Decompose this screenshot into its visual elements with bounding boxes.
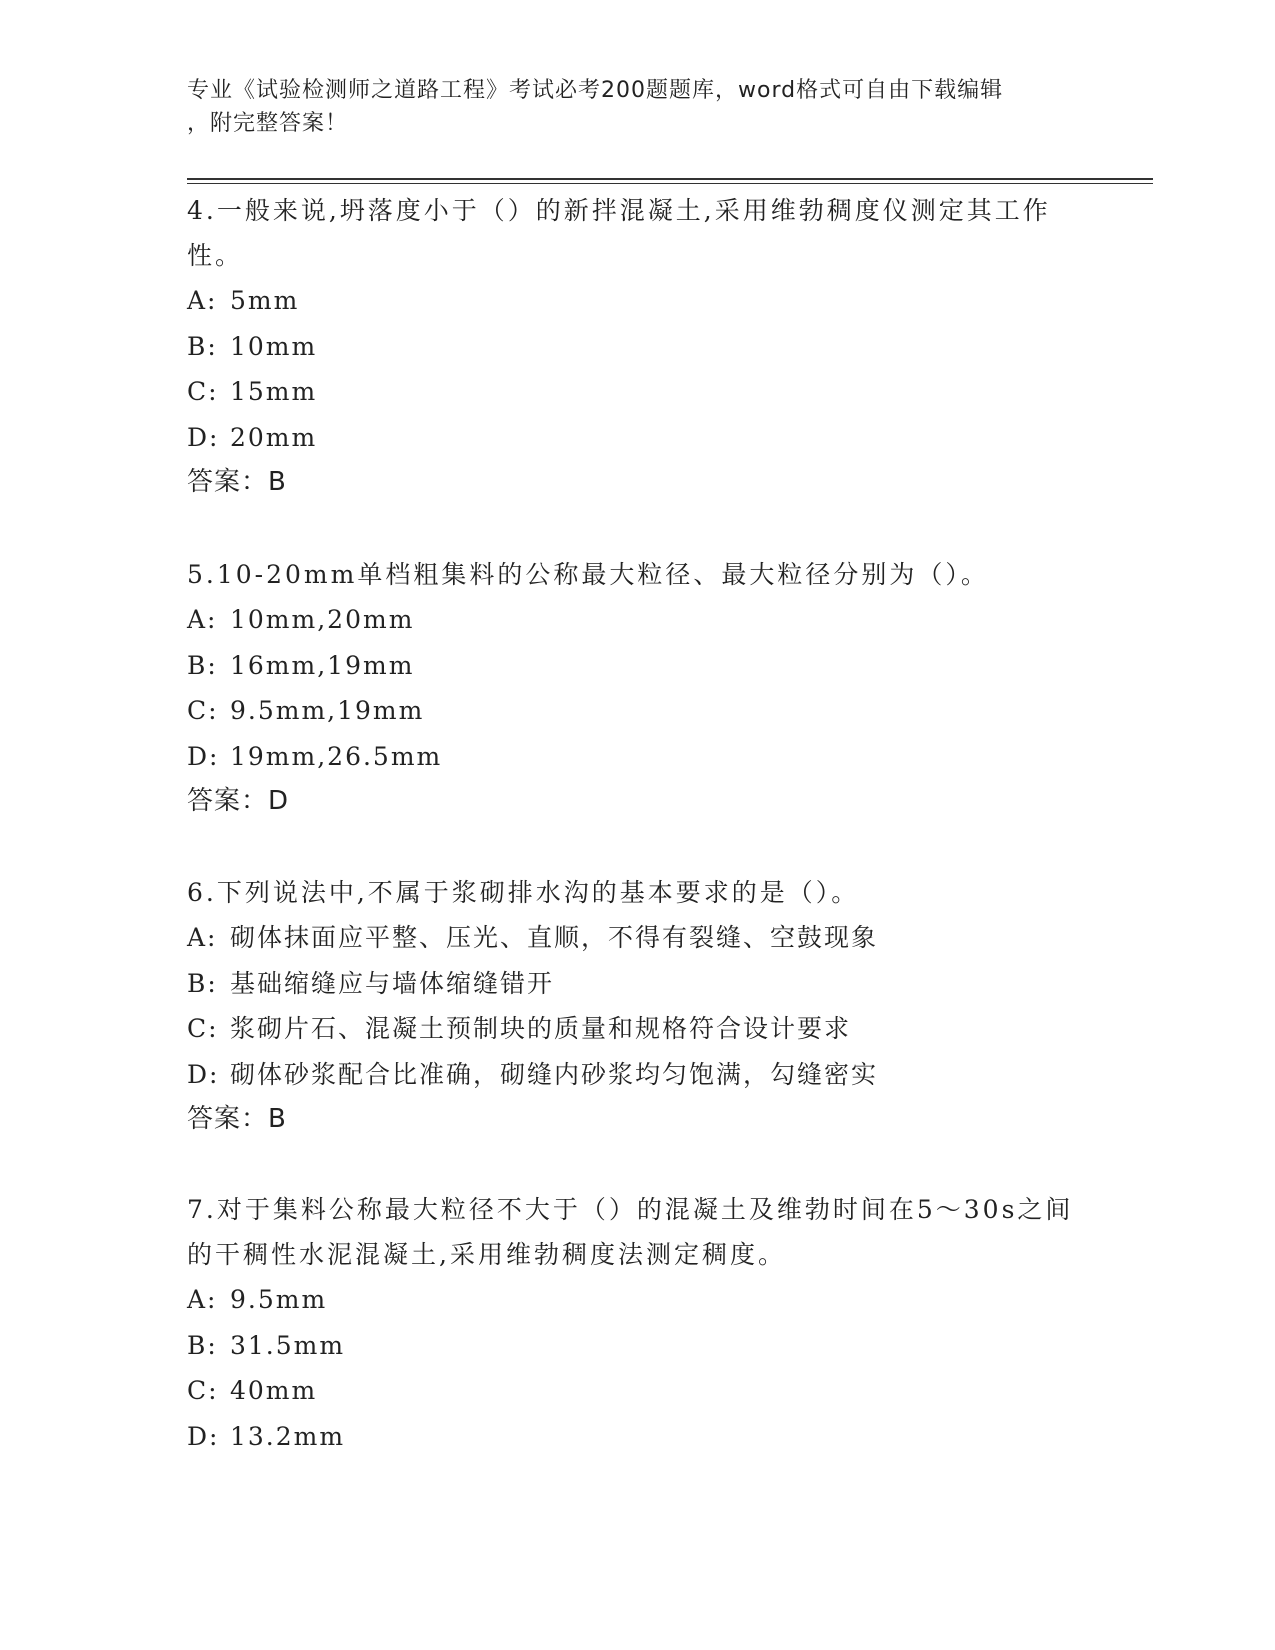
option-letter: C: <box>187 696 219 725</box>
option-letter: B: <box>187 650 218 680</box>
option-letter: D: <box>187 1421 220 1451</box>
option-letter: D: <box>187 1059 220 1089</box>
option-b <box>187 1323 1087 1369</box>
option-letter: C: <box>187 1014 219 1043</box>
answer-line: 答案：B <box>187 467 287 497</box>
option-d <box>187 1414 1087 1460</box>
question-stem: 6.下列说法中,不属于浆砌排水沟的基本要求的是（）。 <box>187 878 860 907</box>
answer-line: 答案：B <box>187 1104 287 1134</box>
header-line-1: 专业《试验检测师之道路工程》考试必考200题题库，word格式可自由下载编辑 <box>187 78 1004 103</box>
option-c <box>187 369 1087 415</box>
header-divider <box>187 178 1153 180</box>
option-letter: B: <box>187 968 218 998</box>
option-text: 10mm,20mm <box>230 605 415 634</box>
option-text: 16mm,19mm <box>230 650 415 680</box>
option-text: 砌体砂浆配合比准确，砌缝内砂浆均匀饱满，勾缝密实 <box>230 1059 879 1089</box>
option-a <box>187 1277 1087 1323</box>
option-text: 19mm,26.5mm <box>230 741 443 771</box>
option-b <box>187 324 1087 370</box>
question-7 <box>187 1187 1087 1459</box>
question-6 <box>187 870 1087 1142</box>
option-text: 基础缩缝应与墙体缩缝错开 <box>230 968 555 998</box>
option-text: 15mm <box>230 377 318 406</box>
option-letter: A: <box>187 1285 218 1314</box>
option-text: 10mm <box>230 331 318 361</box>
option-a <box>187 915 1087 961</box>
option-text: 9.5mm,19mm <box>230 696 425 725</box>
option-text: 13.2mm <box>230 1421 346 1451</box>
option-d <box>187 415 1087 461</box>
option-a <box>187 278 1087 324</box>
option-letter: D: <box>187 422 220 452</box>
question-stem: 7.对于集料公称最大粒径不大于（）的混凝土及维勃时间在5～30s之间的干稠性水泥混凝土,采用维勃稠度法测定稠度。 <box>187 1195 1074 1269</box>
option-b <box>187 643 1087 689</box>
option-text: 浆砌片石、混凝土预制块的质量和规格符合设计要求 <box>230 1014 852 1043</box>
option-letter: A: <box>187 286 218 315</box>
option-b <box>187 961 1087 1007</box>
option-letter: B: <box>187 331 218 361</box>
question-stem: 5.10-20mm单档粗集料的公称最大粒径、最大粒径分别为（）。 <box>187 560 989 589</box>
option-a <box>187 597 1087 643</box>
option-c <box>187 1006 1087 1052</box>
header-divider-thin <box>187 183 1153 184</box>
option-text: 20mm <box>230 422 318 452</box>
option-text: 40mm <box>230 1376 318 1405</box>
option-letter: C: <box>187 377 219 406</box>
option-text: 9.5mm <box>230 1285 328 1314</box>
option-d <box>187 1052 1087 1098</box>
option-letter: B: <box>187 1330 218 1360</box>
option-text: 31.5mm <box>230 1330 346 1360</box>
question-5 <box>187 552 1087 824</box>
option-c <box>187 688 1087 734</box>
option-text: 5mm <box>230 286 300 315</box>
answer-line: 答案：D <box>187 786 290 816</box>
option-letter: C: <box>187 1376 219 1405</box>
header-line-2: ，附完整答案！ <box>187 111 349 136</box>
option-c <box>187 1368 1087 1414</box>
option-letter: D: <box>187 741 220 771</box>
option-letter: A: <box>187 605 218 634</box>
option-d <box>187 734 1087 780</box>
option-letter: A: <box>187 923 218 952</box>
option-text: 砌体抹面应平整、压光、直顺，不得有裂缝、空鼓现象 <box>230 923 879 952</box>
document-header <box>187 74 1067 140</box>
question-4 <box>187 188 1087 505</box>
question-stem: 4.一般来说,坍落度小于（）的新拌混凝土,采用维勃稠度仪测定其工作性。 <box>187 196 1051 270</box>
